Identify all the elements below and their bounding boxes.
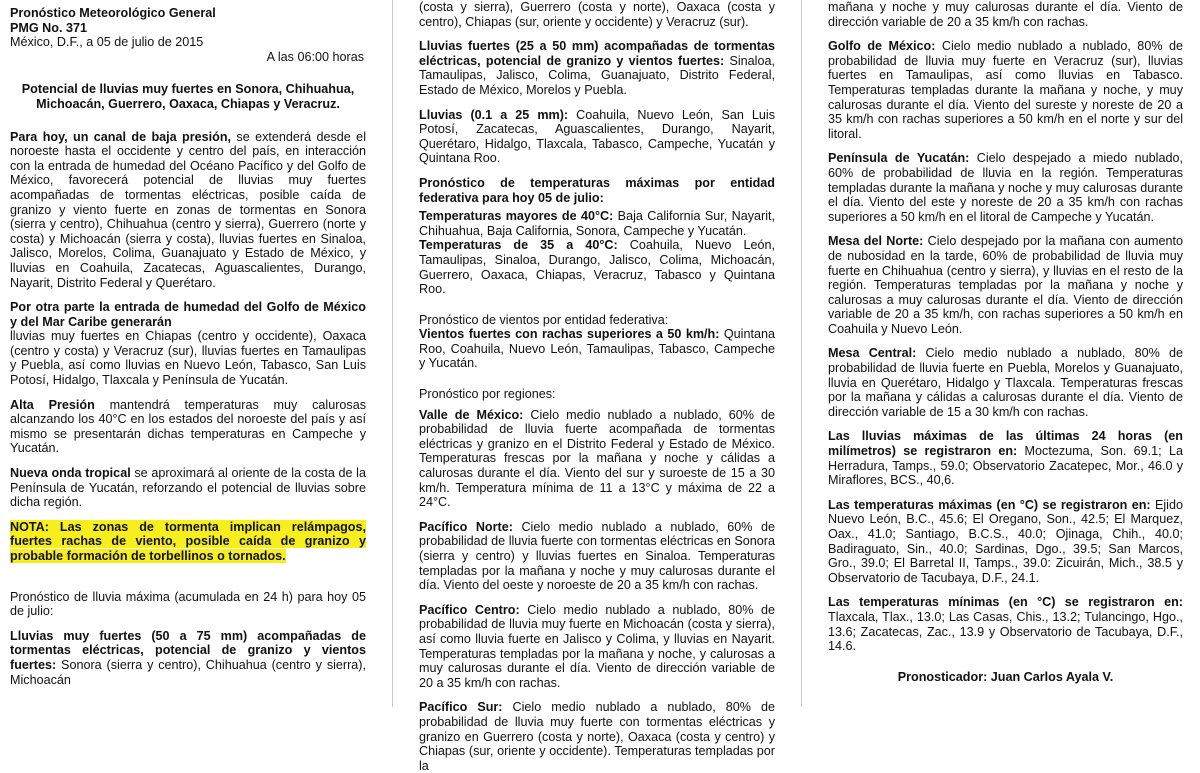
region-peninsula-yucatan: Península de Yucatán: Cielo despejado a miedo nublado, 60% de probabilidad de lluvia en la región. Temperaturas templadas durante la mañana y noche y muy calurosas durante el día. Viento del este y noreste de 20 a 35 km/h con rachas superiores a 50 km/h en el litoral de Campeche y Yucatán. [828, 151, 1183, 224]
bulletin-number: PMG No. 371 [10, 20, 87, 35]
temp-35-40: Temperaturas de 35 a 40°C: Coahuila, Nuevo León, Tamaulipas, Sinaloa, Durango, Jalisco, Colima, Michoacán, Guerrero, Oaxaca, Chiapas, Veracruz, Tabasco y Quintana Roo. [419, 238, 775, 297]
place-date: México, D.F., a 05 de julio de 2015 [10, 35, 204, 50]
issue-time: A las 06:00 horas [266, 49, 364, 64]
note-highlight: NOTA: Las zonas de tormenta implican relámpagos, fuertes rachas de viento, posible caída de granizo y probable formación de torbellinos o tornados. [10, 519, 366, 563]
max-rain-records: Las lluvias máximas de las últimas 24 horas (en milímetros) se registraron en: Moctezuma, Son. 69.1; La Herradura, Tamps., 59.0; Observatorio Zacatepec, Mor., 46.0 y Miraflores, BCS., 40,6. [828, 429, 1183, 488]
paragraph-tropical-wave: Nueva onda tropical se aproximará al oriente de la costa de la Península de Yucatán, reforzando el potencial de lluvias sobre dicha región. [10, 466, 366, 510]
paragraph-gulf-moisture: Por otra parte la entrada de humedad del Golfo de México y del Mar Caribe generarán lluvias muy fuertes en Chiapas (centro y occidente), Oaxaca (centro y costa) y Veracruz (sur), lluvias fuertes en Tamaulipas y Puebla, así como lluvias en Nuevo León, Tabasco, San Luis Potosí, Hidalgo, Tlaxcala y Península de Yucatán. [10, 300, 366, 388]
paragraph-low-pressure: Para hoy, un canal de baja presión, se extenderá desde el noroeste hasta el occidente y centro del país, en interacción con la entrada de humedad del Océano Pacífico y del Golfo de México, favorecerá potencial de lluvias muy fuertes acompañadas de tormentas eléctricas, posible caída de granizo y viento fuerte en zonas de tormentas en Sonora (sierra y centro), Chihuahua (centro y sierra), Guerrero (norte y costa) y Michoacán (sierra y costa), lluvias fuertes en Sinaloa, Jalisco, Morelos, Colima, Guanajuato y Estado de México, y lluvias en Coahuila, Zacatecas, Aguascalientes, Durango, Nayarit, Distrito Federal y Querétaro. [10, 129, 366, 290]
rain-forecast-title: Pronóstico de lluvia máxima (acumulada en 24 h) para hoy 05 de julio: [10, 589, 366, 619]
wind-strong: Vientos fuertes con rachas superiores a 50 km/h: Quintana Roo, Coahuila, Nuevo León, Tamaulipas, Tabasco, Campeche y Yucatán. [419, 327, 775, 371]
headline: Potencial de lluvias muy fuertes en Sonora, Chihuahua, Michoacán, Guerrero, Oaxaca, Chiapas y Veracruz. [21, 82, 355, 111]
temp-over-40: Temperaturas mayores de 40°C: Baja California Sur, Nayarit, Chihuahua, Baja California, Sonora, Campeche y Yucatán. [419, 209, 775, 238]
paragraph-high-pressure: Alta Presión mantendrá temperaturas muy calurosas alcanzando los 40°C en los estados del noroeste del país y así mismo se presentarán dichas temperaturas en Campeche y Yucatán. [10, 397, 367, 456]
region-pacifico-sur-continued: mañana y noche y muy calurosas durante el día. Viento de dirección variable de 20 a 35 km/h con rachas. [828, 0, 1183, 29]
max-temp-records: Las temperaturas máximas (en °C) se registraron en: Ejido Nuevo León, B.C., 45.6; El Oregano, Son., 42.5; El Marquez, Oax., 41.0; Santiago, B.C.S., 40.0; Ojinaga, Chih., 40.0; Badiraguato, Sin., 40.0; Sardinas, Dgo., 39.5; San Marcos, Gro., 39.0; El Barretal II, Tamps., 39.0: Zicuirán, Mich., 38.5 y Observatorio de Tacubaya, D.F., 24.1. [828, 497, 1183, 585]
forecaster-signature: Pronosticador: Juan Carlos Ayala V. [897, 669, 1114, 684]
column-divider [392, 0, 393, 707]
column-3 [828, 0, 1183, 707]
rain-very-heavy-continued: (costa y sierra), Guerrero (costa y norte), Oaxaca (costa y centro), Chiapas (sur, oriente y occidente) y Veracruz (sur). [419, 0, 775, 29]
region-pacifico-sur: Pacífico Sur: Cielo medio nublado a nublado, 80% de probabilidad de lluvia muy fuerte con tormentas eléctricas y granizo en Guerrero (costa y norte), Oaxaca (costa y centro) y Chiapas (sur, oriente y occidente). Temperaturas templadas por la [419, 700, 776, 773]
region-pacifico-centro: Pacífico Centro: Cielo medio nublado a nublado, 80% de probabilidad de lluvia muy fuerte en Michoacán (costa y sierra), así como lluvia fuerte en Jalisco y Colima, y lluvias en Nayarit. Temperaturas templadas por la mañana y noche, y calurosas a muy calurosas durante el día. Viento de dirección variable de 20 a 35 km/h con rachas. [419, 602, 775, 690]
regions-title: Pronóstico por regiones: [419, 387, 556, 402]
region-mesa-central: Mesa Central: Cielo medio nublado a nublado, 80% de probabilidad de lluvia fuerte en Puebla, Morelos y Guanajuato, lluvia en Querétaro, Hidalgo y Tlaxcala. Temperaturas frescas por la mañana y cálidas a calurosas durante el día. Viento de dirección variable de 15 a 30 km/h con rachas. [828, 346, 1183, 419]
region-golfo-de-mexico: Golfo de México: Cielo medio nublado a nublado, 80% de probabilidad de lluvia muy fuerte en Veracruz (sur), lluvias fuertes en Tamaulipas, así como lluvias en Tabasco. Temperaturas templadas durante la mañana y noche, y muy calurosas durante el día. Viento del sureste y noreste de 20 a 35 km/h con rachas superiores a 50 km/h en el norte y sur del litoral. [828, 39, 1183, 141]
temperature-forecast-title: Pronóstico de temperaturas máximas por entidad federativa para hoy 05 de julio: [419, 175, 775, 205]
min-temp-records: Las temperaturas mínimas (en °C) se registraron en: Tlaxcala, Tlax., 13.0; Las Casas, Chis., 13.2; Tulancingo, Hgo., 13.6; Zacatecas, Zac., 13.9 y Observatorio de Tacubaya, D.F., 14.6. [828, 595, 1183, 654]
rain-light: Lluvias (0.1 a 25 mm): Coahuila, Nuevo León, San Luis Potosí, Zacatecas, Aguascalientes, Durango, Nayarit, Querétaro, Hidalgo, Tlaxcala, Tabasco, Campeche, Yucatán y Quintana Roo. [419, 107, 776, 166]
region-pacifico-norte: Pacífico Norte: Cielo medio nublado a nublado, 60% de probabilidad de lluvia fuerte con tormentas eléctricas en Sonora (sierra y centro) y lluvias fuertes en Sinaloa. Temperaturas templadas por la mañana y noche y muy calurosas durante el día. Viento del oeste y noroeste de 20 a 35 km/h con rachas. [419, 519, 775, 593]
region-valle-de-mexico: Valle de México: Cielo medio nublado a nublado, 60% de probabilidad de lluvia fuerte acompañada de tormentas eléctricas y granizo en el Distrito Federal y Estado de México. Temperaturas frescas por la mañana y noche y cálidas a calurosas durante el día. Viento del sur y suroeste de 15 a 30 km/h. Temperatura mínima de 11 a 13°C y máxima de 22 a 24°C. [419, 407, 775, 510]
column-2 [419, 0, 776, 773]
region-mesa-del-norte: Mesa del Norte: Cielo despejado por la mañana con aumento de nubosidad en la tarde, 60% de probabilidad de lluvia muy fuerte en Chihuahua (centro y sierra), y lluvias en el resto de la región. Temperaturas templadas por la mañana y noche y calurosas a muy calurosas durante el día. Viento de dirección variable de 20 a 35 km/h, con rachas superiores a 50 km/h en Coahuila y Nuevo León. [828, 234, 1183, 336]
column-1 [10, 6, 366, 707]
column-divider [801, 0, 802, 707]
wind-forecast-title: Pronóstico de vientos por entidad federativa: [419, 312, 669, 327]
rain-very-heavy: Lluvias muy fuertes (50 a 75 mm) acompañadas de tormentas eléctricas, potencial de granizo y vientos fuertes: Sonora (sierra y centro), Chihuahua (centro y sierra), Michoacán [10, 628, 366, 687]
bulletin-title: Pronóstico Meteorológico General [10, 6, 216, 20]
rain-heavy: Lluvias fuertes (25 a 50 mm) acompañadas de tormentas eléctricas, potencial de granizo y vientos fuertes: Sinaloa, Tamaulipas, Jalisco, Colima, Guanajuato, Distrito Federal, Estado de México, Morelos y Puebla. [419, 39, 775, 97]
